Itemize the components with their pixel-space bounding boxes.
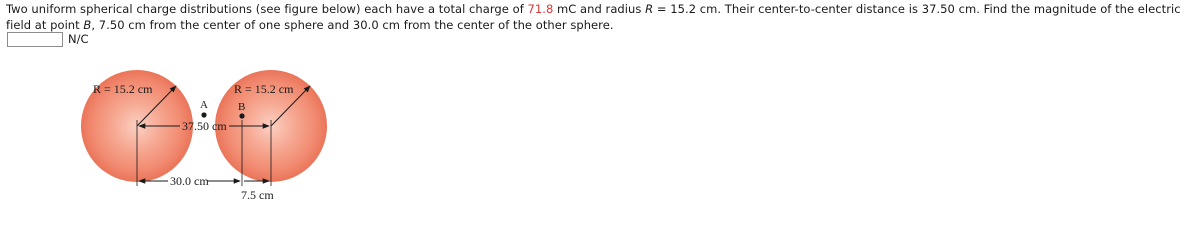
bottom-distance-label: 30.0 cm [170, 174, 209, 188]
answer-unit: N/C [68, 32, 89, 46]
radius-variable: R [645, 2, 654, 16]
right-radius-label: R = 15.2 cm [234, 82, 294, 96]
problem-intro: Two uniform spherical charge distributions (see figure below) each have a total charge of [6, 2, 528, 16]
radius-text: = 15.2 cm. Their center-to-center distance is 37.50 cm. Find the magnitude of the electric field at point [6, 2, 1181, 32]
left-radius-label: R = 15.2 cm [93, 82, 153, 96]
charge-unit-text: mC and radius [553, 2, 646, 16]
point-a-dot [201, 112, 206, 117]
small-distance-label: 7.5 cm [241, 188, 274, 202]
point-a-label: A [200, 99, 208, 111]
point-b-dot [239, 113, 244, 118]
problem-tail: , 7.50 cm from the center of one sphere and 30.0 cm from the center of the other sphere. [91, 17, 614, 32]
charge-value: 71.8 [527, 2, 554, 16]
point-variable: B [83, 17, 92, 32]
center-distance-label: 37.50 cm [182, 119, 227, 133]
point-b-label: B [238, 101, 246, 113]
